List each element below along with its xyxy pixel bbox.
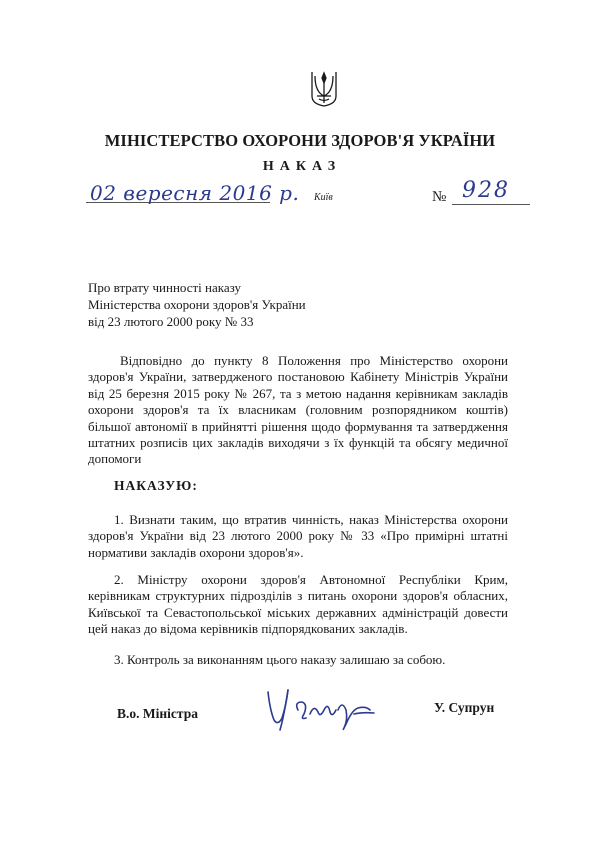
- document-type: НАКАЗ: [262, 159, 342, 174]
- signatory-name: У. Супрун: [434, 700, 495, 715]
- order-item-3: 3. Контроль за виконанням цього наказу залишаю за собою.: [114, 652, 446, 667]
- preamble-paragraph: Відповідно до пункту 8 Положення про Міністерство охорони здоров'я України, затвердженого постановою Кабінету Міністрів України від 25 березня 2015 року № 267, та з метою надання керівникам закладів охорони здоров'я та їх власникам (головним розпорядником коштів) більшої автономії в прийнятті рішення щодо формування та затвердження штатних розписів цих закладів виходячи з їх функцій та обсягу медичної допомоги: [88, 353, 508, 467]
- handwritten-signature-icon: [258, 680, 388, 736]
- trident-emblem-icon: [311, 70, 337, 108]
- order-item-2: 2. Міністру охорони здоров'я Автономної Республіки Крим, керівникам структурних підрозділів з питань охорони здоров'я обласних, Київської та Севастопольської міських державних адміністрацій довести цей наказ до відома керівників підпорядкованих закладів.: [88, 572, 508, 637]
- subject-line: Міністерства охорони здоров'я України: [88, 297, 306, 312]
- number-sign: №: [432, 189, 447, 205]
- subject-line: Про втрату чинності наказу: [88, 280, 242, 295]
- order-word: НАКАЗУЮ:: [114, 478, 198, 493]
- ministry-title: МІНІСТЕРСТВО ОХОРОНИ ЗДОРОВ'Я УКРАЇНИ: [104, 131, 496, 150]
- date-handwritten: 02 вересня 2016 р.: [90, 181, 300, 205]
- subject-line: від 23 лютого 2000 року № 33: [88, 314, 254, 329]
- subject-block: [88, 279, 306, 330]
- signatory-position: В.о. Міністра: [117, 706, 198, 721]
- number-handwritten: 928: [462, 178, 510, 203]
- number-underline: [452, 204, 530, 205]
- city-label: Київ: [314, 192, 333, 203]
- order-item-1: 1. Визнати таким, що втратив чинність, наказ Міністерства охорони здоров'я України від 23 лютого 2000 року № 33 «Про примірні штатні нормативи закладів охорони здоров'я».: [88, 512, 508, 560]
